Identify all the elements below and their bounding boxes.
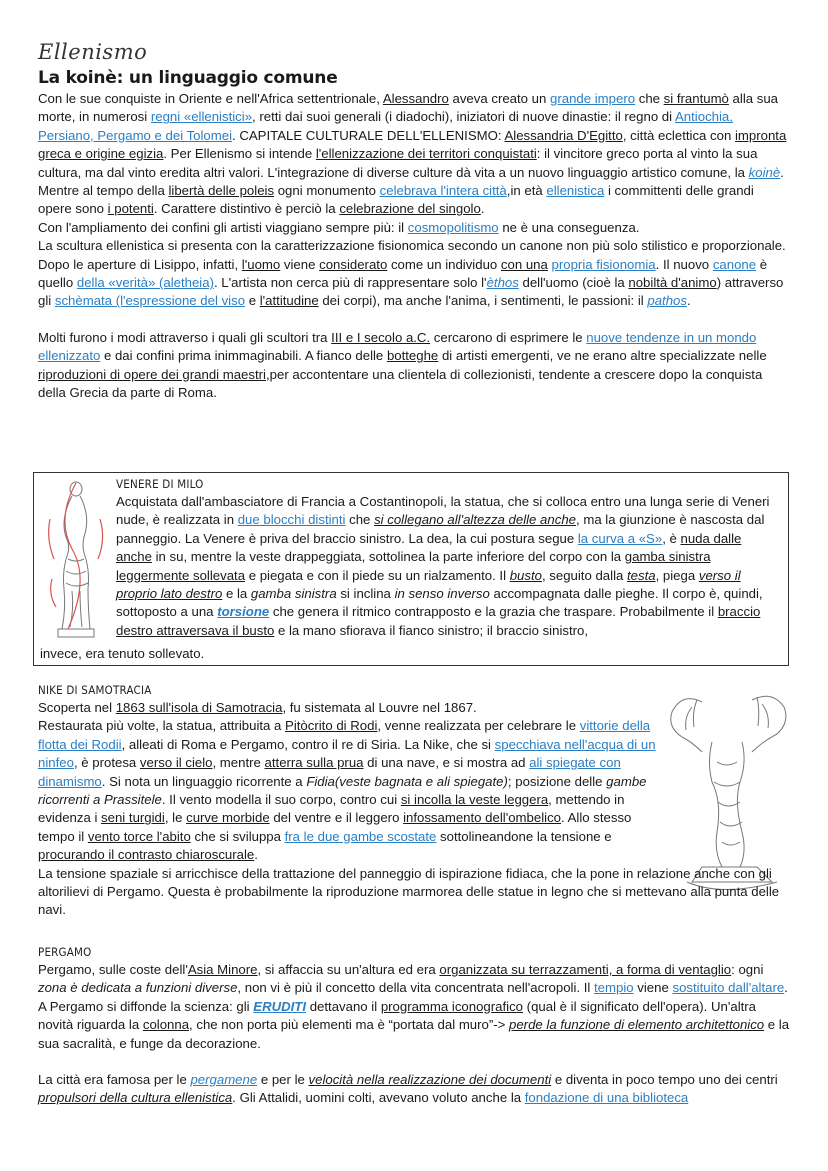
page-content	[38, 40, 790, 403]
venere-paragraph: Acquistata dall'ambasciatore di Francia a Costantinopoli, la statua, che si colloca entro una lunga serie di Veneri nude, è realizzata in due blocchi distinti che si collegano all'altezza delle anche, ma la giunzione è nascosta dal panneggio. La Venere è priva del braccio sinistro. La dea, la cui postura segue la curva a «S», è nuda dalle anche in su, mentre la veste drappeggiata, sottolinea la parte inferiore del corpo con la gamba sinistra leggermente sollevata e piegata e con il piede su un rialzamento. Il busto, seguito dalla testa, piega verso il proprio lato destro e la gamba sinistra si inclina in senso inverso accompagnata dalle pieghe. Il corpo è, quindi, sottoposto a una torsione che genera il ritmico contrapposto e la grazia che traspare. Probabilmente il braccio destro attraversava il busto e la mano sfiorava il fianco sinistro; il braccio sinistro,	[116, 494, 770, 638]
intro-paragraph-1: Con le sue conquiste in Oriente e nell'Africa settentrionale, Alessandro aveva creato un grande impero che si frantumò alla sua morte, in numerosi regni «ellenistici», retti dai suoi generali (i diadochi), iniziatori di nuove dinastie: il regno di Antiochia, Persiano, Pergamo e dei Tolomei. CAPITALE CULTURALE DELL'ELLENISMO: Alessandria D'Egitto, città eclettica con impronta greca e origine egizia. Per Ellenismo si intende l'ellenizzazione dei territori conquistati: il vincitore greco porta al vinto la sua cultura, ma dal vinto eredita altri valori. L'integrazione di diverse culture dà vita a un nuovo linguaggio artistico comune, la koinè. Mentre al tempo della libertà delle poleis ogni monumento celebrava l'intera città,in età ellenistica i committenti delle grandi opere sono i potenti. Carattere distintivo è perciò la celebrazione del singolo.	[38, 91, 787, 217]
pergamo-paragraph-2: La città era famosa per le pergamene e per le velocità nella realizzazione dei documenti e diventa in poco tempo uno dei centri propulsori della cultura ellenistica. Gli Attalidi, uomini colti, avevano voluto anche la fondazione di una biblioteca	[38, 1072, 778, 1106]
pergamo-heading: PERGAMO	[38, 945, 92, 959]
nike-paragraph-1: Scoperta nel 1863 sull'isola di Samotracia, fu sistemata al Louvre nel 1867.	[38, 700, 477, 715]
intro-paragraph-4: Molti furono i modi attraverso i quali gli scultori tra III e I secolo a.C. cercarono di esprimere le nuove tendenze in un mondo ellenizzato e dai confini prima inimmaginabili. A fianco delle botteghe di artisti emergenti, ve ne erano altre specializzate nelle riproduzioni di opere dei grandi maestri,per accontentare una clientela di collezionisti, tendente a crescere dopo la conquista della Grecia da parte di Roma.	[38, 329, 767, 401]
venere-text	[116, 477, 780, 640]
nike-paragraph-3: La tensione spaziale si arricchisce della trattazione del panneggio di ispirazione fidiaca, che la pone in relazione anche con gli altorilievi di Pergamo. Questa è probabilmente la riproduzione marmorea delle statue in legno che si mettevano alla punta delle navi.	[38, 865, 780, 918]
nike-paragraph-2: Restaurata più volte, la statua, attribuita a Pitòcrito di Rodi, venne realizzata per celebrare le vittorie della flotta dei Rodii, alleati di Roma e Pergamo, contro il re di Siria. La Nike, che si specchiava nell'acqua di un ninfeo, è protesa verso il cielo, mentre atterra sulla prua di una nave, e si mostra ad ali spiegate con dinamismo. Si nota un linguaggio ricorrente a Fidia(veste bagnata e ali spiegate); posizione delle gambe ricorrenti a Prassitele. Il vento modella il suo corpo, contro cui si incolla la veste leggera, mettendo in evidenza i seni turgidi, le curve morbide del ventre e il leggero infossamento dell'ombelico. Allo stesso tempo il vento torce l'abito che si sviluppa fra le due gambe scostate sottolineandone la tensione e procurando il contrasto chiaroscurale.	[38, 718, 656, 863]
intro-paragraph-2: Con l'ampliamento dei confini gli artisti viaggiano sempre più: il cosmopolitismo ne è una conseguenza.	[38, 219, 640, 235]
venere-last-line: invece, era tenuto sollevato.	[40, 646, 205, 661]
venus-statue-sketch	[42, 479, 112, 641]
nike-heading: NIKE DI SAMOTRACIA	[38, 683, 152, 697]
venere-box	[33, 472, 789, 666]
pergamo-paragraph-1: Pergamo, sulle coste dell'Asia Minore, si affaccia su un'altura ed era organizzata su terrazzamenti, a forma di ventaglio: ogni zona è dedicata a funzioni diverse, non vi è più il concetto della vita concentrata nell'acropoli. Il tempio viene sostituito dall'altare. A Pergamo si diffonde la scienza: gli ERUDITI dettavano il programma iconografico (qual è il significato dell'opera). Un'altra novità riguarda la colonna, che non porta più elementi ma è “portata dal muro”-> perde la funzione di elemento architettonico e la sua sacralità, e funge da decorazione.	[38, 962, 790, 1051]
page-title: Ellenismo	[38, 40, 148, 64]
venere-heading: VENERE DI MILO	[116, 477, 204, 491]
section-subtitle: La koinè: un linguaggio comune	[38, 68, 338, 88]
intro-paragraph-3: La scultura ellenistica si presenta con la caratterizzazione fisionomica secondo un canone non più solo stilistico e proporzionale. Dopo le aperture di Lisippo, infatti, l'uomo viene considerato come un individuo con una propria fisionomia. Il nuovo canone è quello della «verità» (aletheia). L'artista non cerca più di rappresentare solo l'èthos dell'uomo (cioè la nobiltà d'animo) attraverso gli schèmata (l'espressione del viso e l'attitudine dei corpi), ma anche l'anima, i sentimenti, le passioni: il pathos.	[38, 238, 786, 309]
nike-text	[38, 699, 666, 865]
nike-section	[38, 683, 790, 920]
pergamo-section	[38, 945, 790, 1108]
